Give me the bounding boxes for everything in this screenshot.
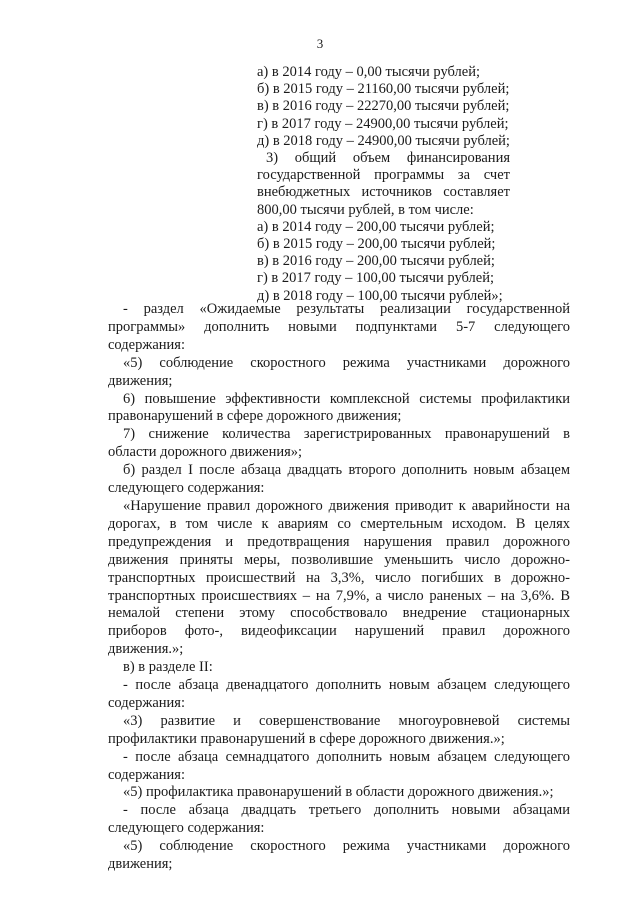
financing-paragraph: 3) общий объем финансирования государственной программы за счет внебюджетных источников составляет 800,00 тысячи рублей, в том числе: (257, 150, 510, 218)
body-paragraph: 7) снижение количества зарегистрированных правонарушений в области дорожного движения»; (108, 426, 570, 461)
financing-block (257, 64, 510, 305)
financing-item: а) в 2014 году – 200,00 тысячи рублей; (257, 218, 495, 235)
body-paragraph: - после абзаца двенадцатого дополнить новым абзацем следующего содержания: (108, 677, 570, 711)
body-paragraph: «5) профилактика правонарушений в области дорожного движения.»; (123, 784, 554, 801)
body-paragraph: «5) соблюдение скоростного режима участниками дорожного движения; (108, 354, 570, 389)
body-paragraph: «Нарушение правил дорожного движения приводит к аварийности на дорогах, в том числе к авариям со смертельным исходом. В целях предупреждения и предотвращения нарушения правил дорожного движения приняты меры, позволившие уменьшить число дорожно-транспортных происшествий на 3,3%, число погибших в дорожно-транспортных происшествиях – на 7,9%, а число раненых – на 3,6%. В немалой степени этому способствовало внедрение стационарных приборов фото-, видеофиксации нарушений правил дорожного движения.»; (108, 497, 570, 658)
financing-item: б) в 2015 году – 200,00 тысячи рублей; (257, 236, 496, 253)
financing-item: г) в 2017 году – 24900,00 тысячи рублей; (257, 115, 509, 132)
financing-item: а) в 2014 году – 0,00 тысячи рублей; (257, 64, 480, 80)
body-paragraph: «5) соблюдение скоростного режима участниками дорожного движения; (108, 838, 570, 873)
body-paragraph: - раздел «Ожидаемые результаты реализации государственной программы» дополнить новыми подпунктами 5-7 следующего содержания: (108, 301, 570, 353)
body-paragraph: - после абзаца двадцать третьего дополнить новыми абзацами следующего содержания: (108, 802, 570, 837)
document-body (108, 301, 570, 874)
financing-item: д) в 2018 году – 24900,00 тысячи рублей; (257, 132, 510, 149)
financing-item: в) в 2016 году – 200,00 тысячи рублей; (257, 253, 495, 270)
financing-item: г) в 2017 году – 100,00 тысячи рублей; (257, 270, 494, 287)
body-paragraph: б) раздел I после абзаца двадцать второго дополнить новым абзацем следующего содержания: (108, 462, 570, 497)
page-number: 3 (316, 36, 324, 51)
body-paragraph: «3) развитие и совершенствование многоуровневой системы профилактики правонарушений в сфере дорожного движения.»; (108, 712, 570, 747)
body-paragraph: в) в разделе II: (123, 659, 213, 676)
financing-item: б) в 2015 году – 21160,00 тысячи рублей; (257, 81, 510, 98)
body-paragraph: - после абзаца семнадцатого дополнить новым абзацем следующего содержания: (108, 748, 570, 783)
financing-item: в) в 2016 году – 22270,00 тысячи рублей; (257, 98, 510, 115)
financing-item: д) в 2018 году – 100,00 тысячи рублей»; (257, 287, 503, 304)
body-paragraph: 6) повышение эффективности комплексной системы профилактики правонарушений в сфере дорожного движения; (108, 390, 570, 425)
